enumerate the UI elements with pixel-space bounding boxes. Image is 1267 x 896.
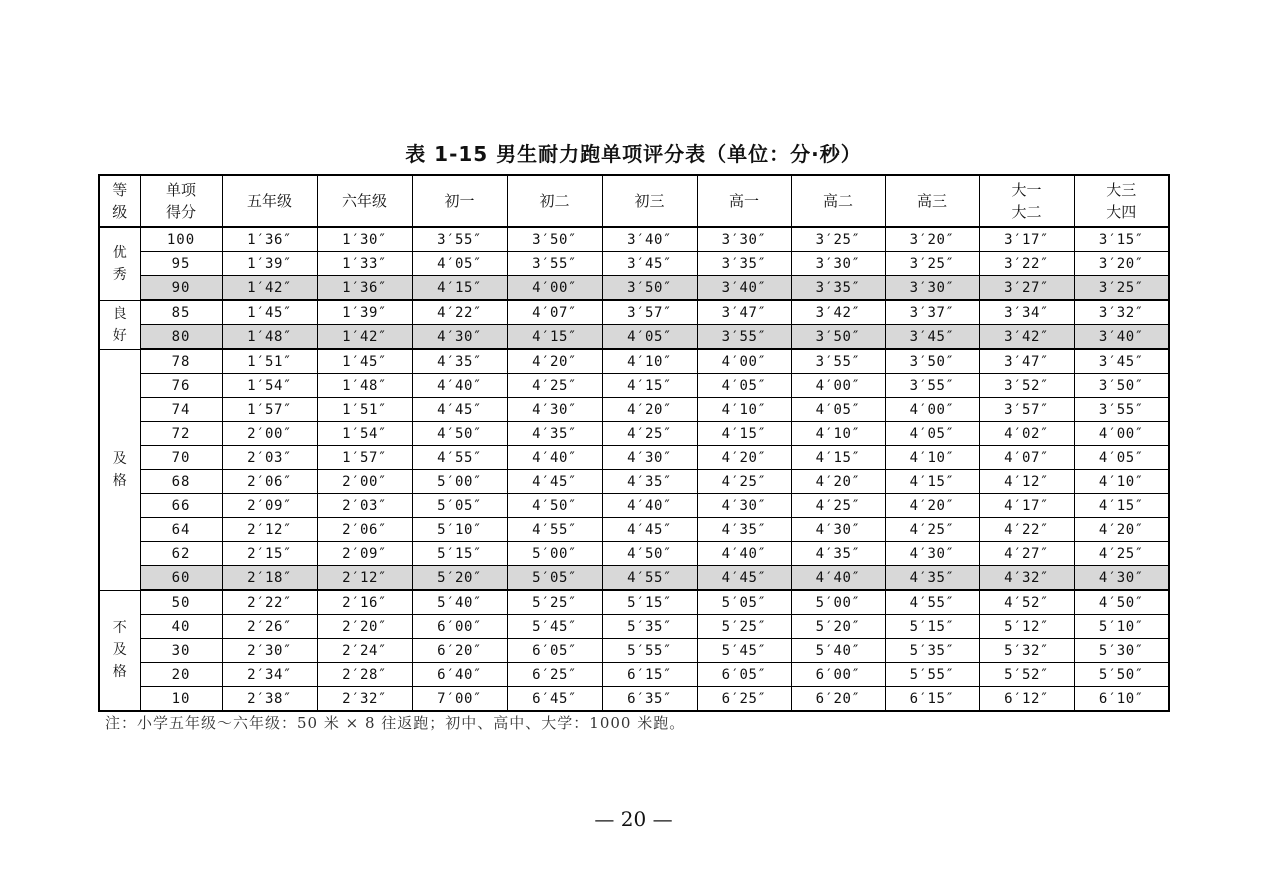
time-cell: 3′15″ (1074, 227, 1169, 252)
time-cell: 1′42″ (222, 276, 317, 301)
time-cell: 5′35″ (602, 615, 697, 639)
time-cell: 4′15″ (602, 374, 697, 398)
table-row (99, 276, 1169, 301)
table-row (99, 300, 1169, 325)
time-cell: 3′40″ (1074, 325, 1169, 350)
time-cell: 1′51″ (317, 398, 412, 422)
time-cell: 4′45″ (697, 566, 791, 591)
time-cell: 6′45″ (507, 687, 602, 712)
time-cell: 5′15″ (412, 542, 507, 566)
score-cell: 76 (140, 374, 222, 398)
time-cell: 3′50″ (602, 276, 697, 301)
header-class: 五年级 (222, 175, 317, 227)
time-cell: 4′40″ (697, 542, 791, 566)
time-cell: 4′25″ (885, 518, 979, 542)
table-row (99, 374, 1169, 398)
score-cell: 70 (140, 446, 222, 470)
score-cell: 66 (140, 494, 222, 518)
time-cell: 3′50″ (1074, 374, 1169, 398)
time-cell: 5′05″ (412, 494, 507, 518)
time-cell: 1′57″ (317, 446, 412, 470)
time-cell: 4′55″ (885, 590, 979, 615)
time-cell: 2′03″ (317, 494, 412, 518)
time-cell: 3′20″ (885, 227, 979, 252)
header-class: 高一 (697, 175, 791, 227)
time-cell: 5′55″ (602, 639, 697, 663)
time-cell: 4′30″ (1074, 566, 1169, 591)
time-cell: 6′25″ (697, 687, 791, 712)
time-cell: 6′25″ (507, 663, 602, 687)
time-cell: 4′55″ (507, 518, 602, 542)
time-cell: 2′12″ (317, 566, 412, 591)
time-cell: 4′50″ (507, 494, 602, 518)
time-cell: 4′55″ (602, 566, 697, 591)
time-cell: 4′30″ (791, 518, 885, 542)
time-cell: 1′54″ (317, 422, 412, 446)
score-cell: 80 (140, 325, 222, 350)
time-cell: 4′45″ (507, 470, 602, 494)
score-cell: 78 (140, 349, 222, 374)
time-cell: 3′47″ (979, 349, 1074, 374)
time-cell: 5′10″ (1074, 615, 1169, 639)
time-cell: 4′32″ (979, 566, 1074, 591)
time-cell: 3′40″ (697, 276, 791, 301)
grade-cell: 及 格 (99, 349, 140, 590)
time-cell: 4′02″ (979, 422, 1074, 446)
score-cell: 85 (140, 300, 222, 325)
time-cell: 4′30″ (885, 542, 979, 566)
time-cell: 2′18″ (222, 566, 317, 591)
time-cell: 4′12″ (979, 470, 1074, 494)
time-cell: 4′15″ (1074, 494, 1169, 518)
time-cell: 5′05″ (697, 590, 791, 615)
endurance-run-score-table (98, 174, 1170, 712)
time-cell: 1′39″ (317, 300, 412, 325)
page-number: — 20 — (594, 807, 673, 831)
time-cell: 5′12″ (979, 615, 1074, 639)
time-cell: 6′15″ (602, 663, 697, 687)
time-cell: 5′52″ (979, 663, 1074, 687)
time-cell: 1′45″ (222, 300, 317, 325)
time-cell: 3′57″ (979, 398, 1074, 422)
header-class: 大一 大二 (979, 175, 1074, 227)
time-cell: 4′35″ (791, 542, 885, 566)
score-cell: 60 (140, 566, 222, 591)
time-cell: 4′10″ (1074, 470, 1169, 494)
time-cell: 2′03″ (222, 446, 317, 470)
time-cell: 5′20″ (791, 615, 885, 639)
time-cell: 1′39″ (222, 252, 317, 276)
table-row (99, 615, 1169, 639)
time-cell: 3′42″ (979, 325, 1074, 350)
time-cell: 5′45″ (697, 639, 791, 663)
table-body (99, 227, 1169, 711)
time-cell: 2′24″ (317, 639, 412, 663)
table-row (99, 349, 1169, 374)
score-cell: 40 (140, 615, 222, 639)
table-row (99, 542, 1169, 566)
table-row (99, 518, 1169, 542)
time-cell: 4′35″ (507, 422, 602, 446)
time-cell: 1′57″ (222, 398, 317, 422)
time-cell: 4′00″ (885, 398, 979, 422)
time-cell: 1′36″ (317, 276, 412, 301)
time-cell: 4′50″ (1074, 590, 1169, 615)
time-cell: 3′45″ (602, 252, 697, 276)
grade-cell: 良 好 (99, 300, 140, 349)
time-cell: 6′10″ (1074, 687, 1169, 712)
time-cell: 5′40″ (791, 639, 885, 663)
time-cell: 1′48″ (222, 325, 317, 350)
header-class: 大三 大四 (1074, 175, 1169, 227)
score-cell: 95 (140, 252, 222, 276)
time-cell: 4′40″ (412, 374, 507, 398)
time-cell: 2′38″ (222, 687, 317, 712)
time-cell: 4′10″ (885, 446, 979, 470)
time-cell: 4′35″ (885, 566, 979, 591)
time-cell: 6′05″ (507, 639, 602, 663)
time-cell: 3′27″ (979, 276, 1074, 301)
time-cell: 4′00″ (507, 276, 602, 301)
time-cell: 3′17″ (979, 227, 1074, 252)
score-cell: 68 (140, 470, 222, 494)
score-cell: 30 (140, 639, 222, 663)
time-cell: 2′12″ (222, 518, 317, 542)
header-score: 单项 得分 (140, 175, 222, 227)
time-cell: 4′00″ (1074, 422, 1169, 446)
header-class: 高三 (885, 175, 979, 227)
time-cell: 4′40″ (507, 446, 602, 470)
time-cell: 2′00″ (317, 470, 412, 494)
table-note: 注：小学五年级～六年级：50 米 × 8 往返跑；初中、高中、大学：1000 米跑。 (105, 714, 686, 732)
time-cell: 5′32″ (979, 639, 1074, 663)
time-cell: 4′05″ (697, 374, 791, 398)
time-cell: 4′25″ (1074, 542, 1169, 566)
header-grade: 等 级 (99, 175, 140, 227)
time-cell: 3′35″ (791, 276, 885, 301)
time-cell: 3′40″ (602, 227, 697, 252)
time-cell: 3′25″ (885, 252, 979, 276)
time-cell: 1′51″ (222, 349, 317, 374)
time-cell: 4′00″ (791, 374, 885, 398)
time-cell: 3′34″ (979, 300, 1074, 325)
time-cell: 6′20″ (791, 687, 885, 712)
time-cell: 4′35″ (697, 518, 791, 542)
time-cell: 5′55″ (885, 663, 979, 687)
time-cell: 4′22″ (979, 518, 1074, 542)
time-cell: 2′00″ (222, 422, 317, 446)
time-cell: 4′27″ (979, 542, 1074, 566)
time-cell: 5′00″ (791, 590, 885, 615)
time-cell: 4′30″ (602, 446, 697, 470)
time-cell: 3′50″ (791, 325, 885, 350)
time-cell: 3′55″ (885, 374, 979, 398)
time-cell: 1′36″ (222, 227, 317, 252)
time-cell: 5′15″ (602, 590, 697, 615)
time-cell: 6′15″ (885, 687, 979, 712)
time-cell: 2′28″ (317, 663, 412, 687)
time-cell: 3′45″ (1074, 349, 1169, 374)
header-class: 六年级 (317, 175, 412, 227)
time-cell: 2′06″ (317, 518, 412, 542)
time-cell: 3′55″ (412, 227, 507, 252)
time-cell: 4′20″ (791, 470, 885, 494)
score-cell: 100 (140, 227, 222, 252)
time-cell: 4′40″ (602, 494, 697, 518)
table-row (99, 398, 1169, 422)
time-cell: 2′34″ (222, 663, 317, 687)
time-cell: 5′05″ (507, 566, 602, 591)
time-cell: 1′42″ (317, 325, 412, 350)
time-cell: 3′35″ (697, 252, 791, 276)
time-cell: 5′00″ (412, 470, 507, 494)
time-cell: 4′15″ (791, 446, 885, 470)
time-cell: 4′30″ (412, 325, 507, 350)
time-cell: 6′00″ (791, 663, 885, 687)
time-cell: 4′07″ (507, 300, 602, 325)
header-class: 初三 (602, 175, 697, 227)
time-cell: 5′35″ (885, 639, 979, 663)
time-cell: 6′20″ (412, 639, 507, 663)
time-cell: 5′15″ (885, 615, 979, 639)
table-row (99, 639, 1169, 663)
time-cell: 3′55″ (507, 252, 602, 276)
score-cell: 20 (140, 663, 222, 687)
time-cell: 4′22″ (412, 300, 507, 325)
time-cell: 4′25″ (697, 470, 791, 494)
time-cell: 4′20″ (602, 398, 697, 422)
time-cell: 4′17″ (979, 494, 1074, 518)
time-cell: 6′05″ (697, 663, 791, 687)
time-cell: 6′40″ (412, 663, 507, 687)
time-cell: 2′22″ (222, 590, 317, 615)
time-cell: 4′15″ (885, 470, 979, 494)
time-cell: 3′30″ (697, 227, 791, 252)
time-cell: 4′10″ (697, 398, 791, 422)
time-cell: 3′50″ (507, 227, 602, 252)
time-cell: 5′25″ (507, 590, 602, 615)
score-cell: 10 (140, 687, 222, 712)
time-cell: 5′50″ (1074, 663, 1169, 687)
table-row (99, 252, 1169, 276)
time-cell: 4′15″ (412, 276, 507, 301)
time-cell: 4′20″ (507, 349, 602, 374)
time-cell: 1′45″ (317, 349, 412, 374)
time-cell: 6′00″ (412, 615, 507, 639)
time-cell: 4′55″ (412, 446, 507, 470)
table-row (99, 325, 1169, 350)
time-cell: 4′15″ (697, 422, 791, 446)
time-cell: 3′32″ (1074, 300, 1169, 325)
time-cell: 4′10″ (791, 422, 885, 446)
time-cell: 3′55″ (1074, 398, 1169, 422)
time-cell: 4′05″ (602, 325, 697, 350)
time-cell: 3′55″ (791, 349, 885, 374)
time-cell: 4′05″ (1074, 446, 1169, 470)
table-row (99, 227, 1169, 252)
time-cell: 5′45″ (507, 615, 602, 639)
time-cell: 3′20″ (1074, 252, 1169, 276)
header-class: 初二 (507, 175, 602, 227)
table-row (99, 590, 1169, 615)
table-row (99, 470, 1169, 494)
time-cell: 7′00″ (412, 687, 507, 712)
table-row (99, 422, 1169, 446)
time-cell: 5′20″ (412, 566, 507, 591)
score-cell: 90 (140, 276, 222, 301)
time-cell: 4′50″ (412, 422, 507, 446)
time-cell: 4′30″ (507, 398, 602, 422)
time-cell: 1′30″ (317, 227, 412, 252)
time-cell: 2′26″ (222, 615, 317, 639)
score-cell: 74 (140, 398, 222, 422)
time-cell: 5′25″ (697, 615, 791, 639)
time-cell: 4′07″ (979, 446, 1074, 470)
time-cell: 2′15″ (222, 542, 317, 566)
time-cell: 4′20″ (1074, 518, 1169, 542)
score-cell: 50 (140, 590, 222, 615)
time-cell: 5′40″ (412, 590, 507, 615)
time-cell: 4′45″ (412, 398, 507, 422)
time-cell: 5′00″ (507, 542, 602, 566)
time-cell: 3′55″ (697, 325, 791, 350)
grade-cell: 不 及 格 (99, 590, 140, 711)
time-cell: 3′37″ (885, 300, 979, 325)
time-cell: 3′42″ (791, 300, 885, 325)
time-cell: 3′52″ (979, 374, 1074, 398)
time-cell: 3′30″ (791, 252, 885, 276)
time-cell: 4′15″ (507, 325, 602, 350)
score-cell: 64 (140, 518, 222, 542)
time-cell: 3′57″ (602, 300, 697, 325)
time-cell: 4′50″ (602, 542, 697, 566)
time-cell: 1′54″ (222, 374, 317, 398)
time-cell: 4′40″ (791, 566, 885, 591)
time-cell: 5′10″ (412, 518, 507, 542)
grade-cell: 优 秀 (99, 227, 140, 300)
time-cell: 4′10″ (602, 349, 697, 374)
time-cell: 6′12″ (979, 687, 1074, 712)
time-cell: 2′30″ (222, 639, 317, 663)
time-cell: 3′47″ (697, 300, 791, 325)
time-cell: 4′20″ (697, 446, 791, 470)
time-cell: 4′05″ (791, 398, 885, 422)
time-cell: 3′50″ (885, 349, 979, 374)
table-row (99, 663, 1169, 687)
time-cell: 4′05″ (412, 252, 507, 276)
time-cell: 2′16″ (317, 590, 412, 615)
score-cell: 72 (140, 422, 222, 446)
time-cell: 2′06″ (222, 470, 317, 494)
time-cell: 1′33″ (317, 252, 412, 276)
time-cell: 3′25″ (791, 227, 885, 252)
table-row (99, 687, 1169, 712)
time-cell: 5′30″ (1074, 639, 1169, 663)
time-cell: 3′45″ (885, 325, 979, 350)
time-cell: 2′32″ (317, 687, 412, 712)
time-cell: 4′00″ (697, 349, 791, 374)
header-class: 高二 (791, 175, 885, 227)
table-title: 表 1-15 男生耐力跑单项评分表（单位：分·秒） (405, 142, 862, 166)
time-cell: 4′25″ (507, 374, 602, 398)
time-cell: 4′20″ (885, 494, 979, 518)
time-cell: 4′52″ (979, 590, 1074, 615)
header-class: 初一 (412, 175, 507, 227)
score-cell: 62 (140, 542, 222, 566)
time-cell: 6′35″ (602, 687, 697, 712)
time-cell: 2′09″ (222, 494, 317, 518)
time-cell: 4′05″ (885, 422, 979, 446)
table-row (99, 446, 1169, 470)
time-cell: 2′09″ (317, 542, 412, 566)
table-row (99, 566, 1169, 591)
time-cell: 3′22″ (979, 252, 1074, 276)
time-cell: 4′45″ (602, 518, 697, 542)
time-cell: 3′30″ (885, 276, 979, 301)
table-header-row (99, 175, 1169, 227)
table-row (99, 494, 1169, 518)
time-cell: 4′25″ (791, 494, 885, 518)
time-cell: 3′25″ (1074, 276, 1169, 301)
time-cell: 4′30″ (697, 494, 791, 518)
time-cell: 4′35″ (412, 349, 507, 374)
time-cell: 4′35″ (602, 470, 697, 494)
time-cell: 1′48″ (317, 374, 412, 398)
time-cell: 4′25″ (602, 422, 697, 446)
time-cell: 2′20″ (317, 615, 412, 639)
